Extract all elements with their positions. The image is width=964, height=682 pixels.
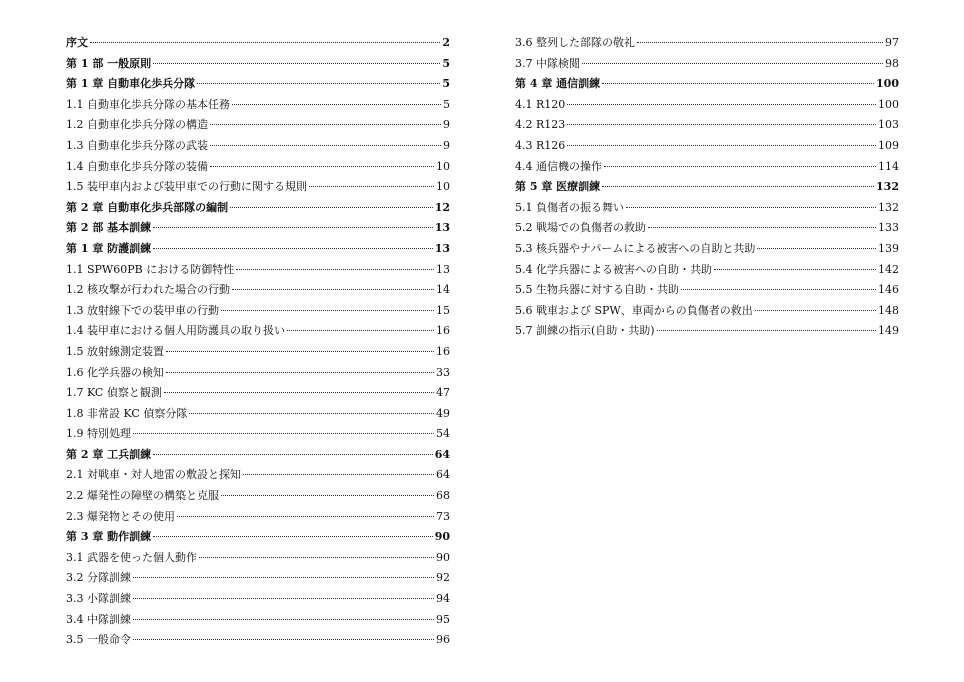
toc-dot-leader — [232, 104, 441, 105]
toc-entry — [515, 33, 899, 54]
toc-entry-page-number: 90 — [436, 550, 450, 564]
toc-entry-page-number: 114 — [878, 159, 899, 173]
toc-entry — [66, 445, 450, 466]
toc-dot-leader — [197, 83, 440, 84]
toc-entry-title: 2.1 対戦車・対人地雷の敷設と探知 — [66, 468, 241, 482]
toc-entry-title: 1.1 自動車化歩兵分隊の基本任務 — [66, 97, 230, 111]
toc-entry-page-number: 133 — [878, 221, 899, 235]
toc-entry-page-number: 33 — [436, 365, 450, 379]
toc-entry-page-number: 49 — [436, 406, 450, 420]
toc-entry-title: 序文 — [66, 36, 88, 49]
toc-dot-leader — [153, 454, 433, 455]
toc-entry — [515, 321, 899, 342]
toc-dot-leader — [236, 269, 434, 270]
toc-entry-page-number: 100 — [878, 97, 899, 111]
toc-dot-leader — [210, 166, 434, 167]
toc-dot-leader — [153, 63, 440, 64]
toc-dot-leader — [153, 227, 433, 228]
toc-entry — [66, 548, 450, 569]
toc-entry — [66, 363, 450, 384]
toc-entry — [515, 260, 899, 281]
toc-dot-leader — [309, 186, 434, 187]
toc-entry — [515, 198, 899, 219]
toc-entry — [66, 280, 450, 301]
toc-dot-leader — [177, 516, 434, 517]
toc-entry-page-number: 9 — [443, 138, 450, 152]
toc-entry-page-number: 10 — [436, 159, 450, 173]
toc-entry-title: 1.7 KC 偵察と観測 — [66, 386, 162, 400]
toc-dot-leader — [626, 207, 876, 208]
toc-dot-leader — [153, 248, 433, 249]
toc-entry-page-number: 5 — [442, 77, 450, 91]
toc-entry — [515, 177, 899, 198]
toc-dot-leader — [567, 145, 876, 146]
toc-entry — [66, 198, 450, 219]
toc-dot-leader — [232, 289, 434, 290]
toc-entry — [66, 260, 450, 281]
toc-entry-page-number: 148 — [878, 303, 899, 317]
toc-entry-title: 第 1 部 一般原則 — [66, 56, 152, 70]
toc-entry — [515, 301, 899, 322]
toc-entry-title: 第 2 部 基本訓練 — [66, 221, 152, 235]
toc-entry — [66, 465, 450, 486]
toc-entry — [66, 95, 450, 116]
toc-entry-page-number: 9 — [443, 118, 450, 132]
toc-entry — [66, 486, 450, 507]
toc-dot-leader — [657, 330, 876, 331]
toc-entry — [66, 301, 450, 322]
toc-entry-page-number: 13 — [436, 262, 450, 276]
toc-dot-leader — [714, 269, 876, 270]
toc-entry-page-number: 94 — [436, 592, 450, 606]
toc-entry-title: 1.4 自動車化歩兵分隊の装備 — [66, 159, 208, 173]
toc-entry — [66, 507, 450, 528]
toc-entry-page-number: 100 — [876, 77, 899, 91]
toc-entry-title: 3.1 武器を使った個人動作 — [66, 550, 197, 564]
toc-entry-page-number: 132 — [876, 180, 899, 194]
toc-entry — [66, 239, 450, 260]
toc-entry-page-number: 2 — [442, 36, 450, 49]
toc-dot-leader — [602, 186, 874, 187]
toc-entry-title: 1.4 装甲車における個人用防護具の取り扱い — [66, 324, 285, 338]
toc-entry-title: 5.1 負傷者の振る舞い — [515, 200, 624, 214]
toc-entry-title: 1.2 核攻撃が行われた場合の行動 — [66, 283, 230, 297]
toc-entry-page-number: 15 — [436, 303, 450, 317]
toc-dot-leader — [567, 124, 876, 125]
toc-entry-page-number: 90 — [434, 530, 450, 544]
toc-entry-title: 5.3 核兵器やナパームによる被害への自助と共助 — [515, 241, 756, 255]
toc-dot-leader — [166, 351, 434, 352]
toc-entry-title: 5.2 戦場での負傷者の救助 — [515, 221, 646, 235]
toc-entry-title: 第 5 章 医療訓練 — [515, 180, 601, 194]
toc-dot-leader — [230, 207, 433, 208]
toc-entry — [515, 239, 899, 260]
toc-entry-page-number: 68 — [436, 489, 450, 503]
toc-entry-title: 第 2 章 工兵訓練 — [66, 447, 152, 461]
toc-dot-leader — [757, 248, 876, 249]
toc-dot-leader — [189, 413, 434, 414]
toc-entry-page-number: 73 — [436, 509, 450, 523]
toc-entry-title: 5.6 戦車および SPW、車両からの負傷者の救出 — [515, 303, 753, 317]
toc-entry — [66, 33, 450, 54]
toc-dot-leader — [243, 474, 434, 475]
toc-dot-leader — [164, 392, 434, 393]
toc-entry — [515, 115, 899, 136]
toc-entry — [66, 177, 450, 198]
toc-entry-title: 1.9 特別処理 — [66, 427, 131, 441]
toc-entry — [515, 280, 899, 301]
toc-dot-leader — [221, 495, 434, 496]
toc-entry-page-number: 64 — [434, 447, 450, 461]
toc-entry-title: 3.5 一般命令 — [66, 633, 131, 647]
toc-entry — [515, 157, 899, 178]
toc-dot-leader — [153, 536, 433, 537]
toc-entry-page-number: 92 — [436, 571, 450, 585]
toc-entry-page-number: 13 — [434, 221, 450, 235]
toc-entry — [66, 74, 450, 95]
toc-dot-leader — [582, 63, 883, 64]
toc-dot-leader — [133, 598, 434, 599]
toc-dot-leader — [648, 227, 876, 228]
toc-dot-leader — [133, 619, 434, 620]
toc-entry-title: 3.7 中隊検閲 — [515, 56, 580, 70]
toc-entry-title: 2.2 爆発性の障壁の構築と克服 — [66, 489, 219, 503]
toc-entry-title: 第 1 章 防護訓練 — [66, 241, 152, 255]
toc-entry-page-number: 12 — [434, 200, 450, 214]
toc-dot-leader — [199, 557, 434, 558]
toc-entry-page-number: 109 — [878, 138, 899, 152]
toc-column-right — [515, 33, 899, 342]
toc-entry — [66, 54, 450, 75]
toc-entry-page-number: 98 — [885, 56, 899, 70]
toc-entry-page-number: 10 — [436, 180, 450, 194]
toc-entry-page-number: 54 — [436, 427, 450, 441]
toc-dot-leader — [133, 433, 434, 434]
toc-entry — [66, 527, 450, 548]
toc-entry-page-number: 132 — [878, 200, 899, 214]
toc-entry-title: 4.3 R126 — [515, 138, 566, 152]
toc-dot-leader — [210, 124, 441, 125]
toc-dot-leader — [210, 145, 441, 146]
toc-entry-title: 4.1 R120 — [515, 97, 566, 111]
toc-entry-title: 1.5 装甲車内および装甲車での行動に関する規則 — [66, 180, 307, 194]
toc-entry-title: 4.2 R123 — [515, 118, 566, 132]
toc-entry-title: 1.5 放射線測定装置 — [66, 344, 164, 358]
toc-entry-title: 1.8 非常設 KC 偵察分隊 — [66, 406, 188, 420]
toc-entry-page-number: 64 — [436, 468, 450, 482]
toc-entry-page-number: 142 — [878, 262, 899, 276]
toc-entry-title: 3.3 小隊訓練 — [66, 592, 131, 606]
toc-entry — [66, 115, 450, 136]
toc-entry-page-number: 149 — [878, 324, 899, 338]
toc-entry-title: 第 2 章 自動車化歩兵部隊の編制 — [66, 200, 229, 214]
toc-entry-title: 3.4 中隊訓練 — [66, 612, 131, 626]
toc-entry — [66, 342, 450, 363]
toc-dot-leader — [567, 104, 876, 105]
toc-dot-leader — [602, 83, 874, 84]
toc-entry — [66, 610, 450, 631]
toc-entry — [515, 136, 899, 157]
toc-entry-page-number: 96 — [436, 633, 450, 647]
toc-dot-leader — [287, 330, 434, 331]
toc-entry-page-number: 146 — [878, 283, 899, 297]
toc-entry — [66, 383, 450, 404]
toc-entry-page-number: 13 — [434, 241, 450, 255]
toc-dot-leader — [166, 372, 434, 373]
toc-entry — [66, 157, 450, 178]
toc-entry — [66, 136, 450, 157]
toc-entry-page-number: 139 — [878, 241, 899, 255]
toc-entry-title: 第 4 章 通信訓練 — [515, 77, 601, 91]
toc-entry-title: 2.3 爆発物とその使用 — [66, 509, 175, 523]
toc-dot-leader — [90, 42, 440, 43]
toc-dot-leader — [604, 166, 876, 167]
toc-entry-page-number: 16 — [436, 324, 450, 338]
toc-entry-page-number: 5 — [443, 97, 450, 111]
toc-dot-leader — [681, 289, 876, 290]
toc-entry-title: 1.2 自動車化歩兵分隊の構造 — [66, 118, 208, 132]
toc-entry-title: 4.4 通信機の操作 — [515, 159, 602, 173]
toc-entry — [66, 630, 450, 651]
toc-entry — [66, 589, 450, 610]
toc-entry-page-number: 103 — [878, 118, 899, 132]
toc-entry-title: 第 1 章 自動車化歩兵分隊 — [66, 77, 196, 91]
toc-entry — [515, 218, 899, 239]
toc-entry — [66, 404, 450, 425]
toc-entry-page-number: 47 — [436, 386, 450, 400]
toc-entry — [66, 424, 450, 445]
toc-entry-page-number: 14 — [436, 283, 450, 297]
toc-entry-title: 3.2 分隊訓練 — [66, 571, 131, 585]
toc-entry-page-number: 5 — [442, 56, 450, 70]
toc-entry-title: 1.3 自動車化歩兵分隊の武装 — [66, 138, 208, 152]
toc-entry-title: 3.6 整列した部隊の敬礼 — [515, 36, 635, 49]
toc-entry — [515, 95, 899, 116]
toc-entry — [515, 74, 899, 95]
toc-entry-title: 5.5 生物兵器に対する自助・共助 — [515, 283, 679, 297]
toc-dot-leader — [133, 639, 434, 640]
toc-entry-title: 第 3 章 動作訓練 — [66, 530, 152, 544]
toc-dot-leader — [755, 310, 876, 311]
toc-entry-title: 5.4 化学兵器による被害への自助・共助 — [515, 262, 712, 276]
toc-dot-leader — [637, 42, 883, 43]
toc-dot-leader — [133, 577, 434, 578]
toc-entry-title: 5.7 訓練の指示(自助・共助) — [515, 324, 655, 338]
toc-entry — [515, 54, 899, 75]
toc-entry-title: 1.1 SPW60PB における防御特性 — [66, 262, 235, 276]
toc-entry — [66, 218, 450, 239]
toc-entry-title: 1.3 放射線下での装甲車の行動 — [66, 303, 219, 317]
toc-dot-leader — [221, 310, 434, 311]
toc-column-left — [66, 33, 450, 651]
toc-entry-page-number: 95 — [436, 612, 450, 626]
toc-entry-title: 1.6 化学兵器の検知 — [66, 365, 164, 379]
toc-entry-page-number: 16 — [436, 344, 450, 358]
toc-entry-page-number: 97 — [885, 36, 899, 49]
toc-entry — [66, 321, 450, 342]
toc-entry — [66, 568, 450, 589]
